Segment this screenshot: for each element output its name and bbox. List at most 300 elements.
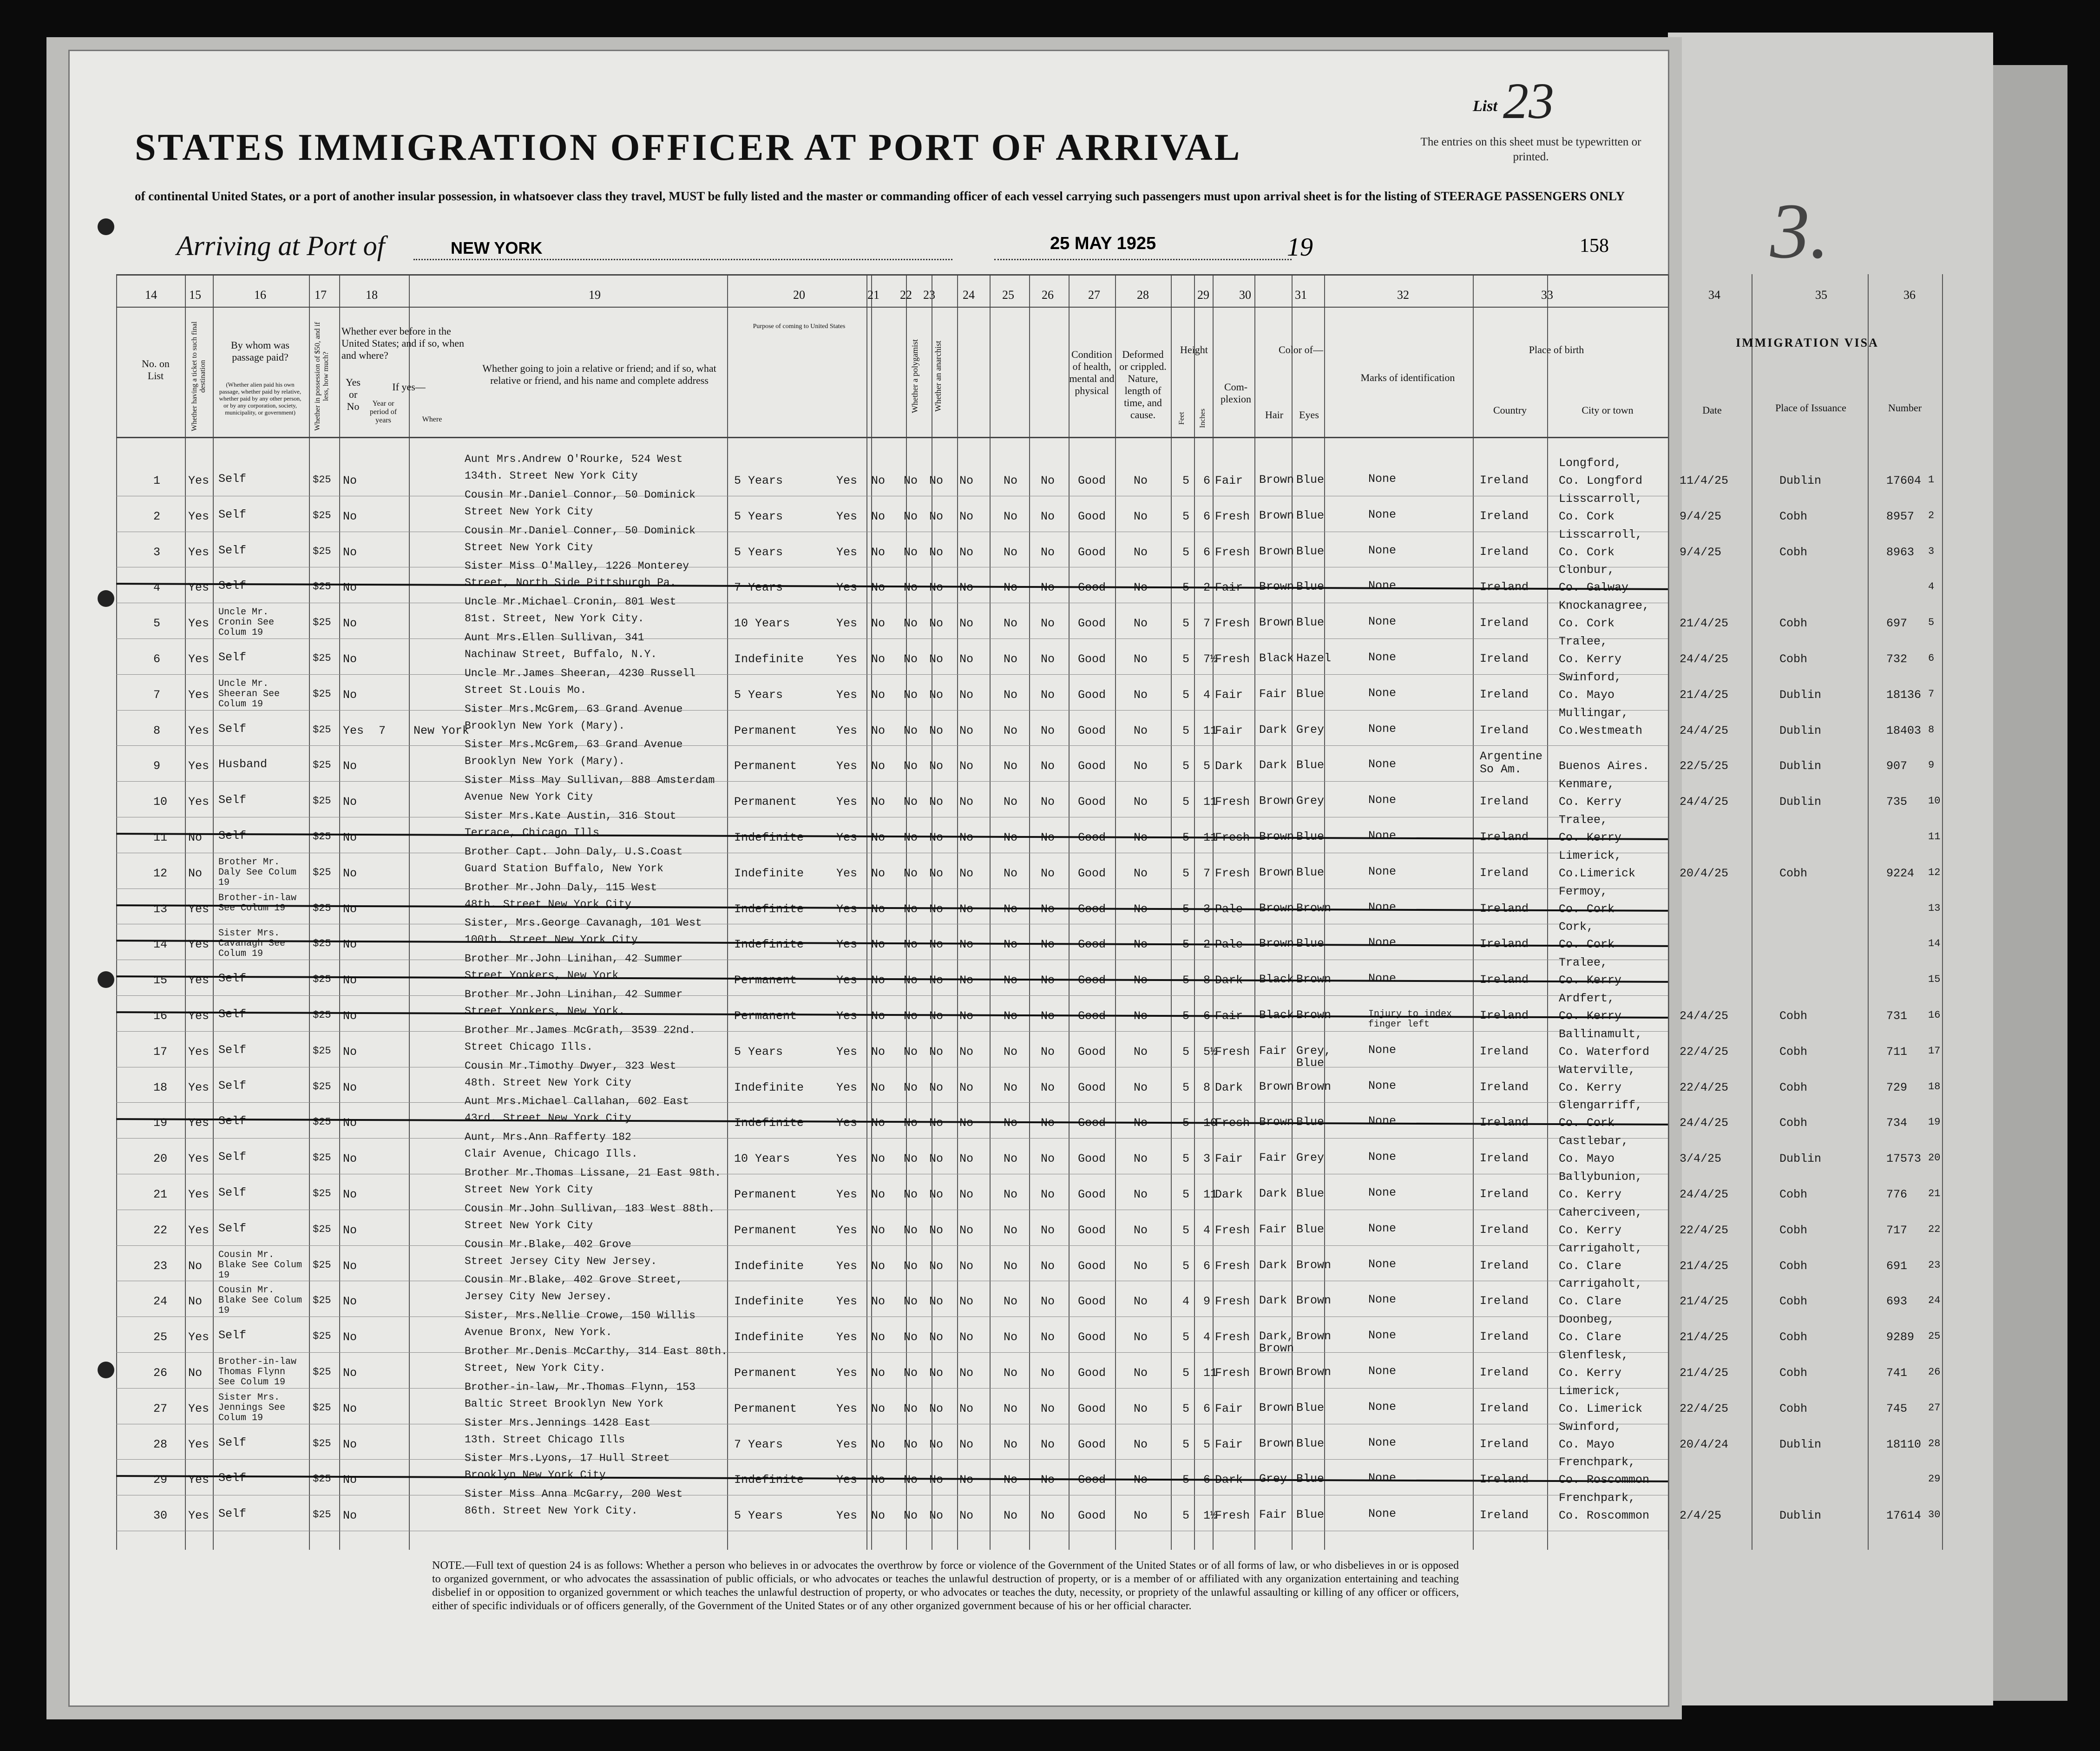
row-number: 30 (153, 1509, 168, 1523)
marks-cell: None (1368, 900, 1397, 914)
column-number: 16 (254, 288, 266, 302)
right-row-number: 17 (1928, 1045, 1941, 1057)
ticket-cell: Yes (188, 938, 210, 952)
marks-cell: None (1368, 1293, 1397, 1307)
money-cell: $25 (313, 474, 331, 486)
paid-by-cell: Sister Mrs. Cavanagh See Colum 19 (218, 928, 286, 960)
visa-date-cell: 21/4/25 (1680, 688, 1729, 702)
visa-number-cell: 8963 (1886, 545, 1915, 559)
country-cell: Ireland (1480, 545, 1529, 559)
column-rule (1668, 274, 1669, 1550)
paid-by-cell: Brother Mr. Daly See Colum 19 (218, 856, 297, 888)
column-number: 30 (1239, 288, 1251, 302)
marks-cell: None (1368, 543, 1397, 557)
q26-cell: No (1041, 974, 1055, 987)
condition-cell: Good (1078, 474, 1106, 487)
visa-date-cell: 22/4/25 (1680, 1402, 1729, 1415)
visa-date-cell: 9/4/25 (1680, 545, 1722, 559)
row-rule (116, 710, 1668, 711)
q26-cell: No (1041, 795, 1055, 809)
ticket-cell: Yes (188, 795, 210, 809)
q21-cell: No (871, 1473, 886, 1487)
complexion-cell: Fresh (1215, 1509, 1250, 1523)
q22-cell: No (904, 938, 918, 952)
marks-cell: None (1368, 1114, 1397, 1128)
inches-cell: 7½ (1203, 652, 1218, 666)
q21-cell: No (871, 938, 886, 952)
q24-cell: No (959, 652, 974, 666)
purpose-cell: Permanent (734, 724, 797, 737)
row-number: 1 (153, 474, 161, 487)
column-number: 36 (1903, 288, 1916, 302)
address-line: 48th. Street New York City (465, 1076, 631, 1089)
ticket-cell: Yes (188, 617, 210, 631)
visa-place-cell: Cobh (1779, 509, 1808, 523)
city-line: Co. Limerick (1559, 1402, 1643, 1415)
purpose-cell-2: Yes (836, 1509, 858, 1523)
right-row-number: 25 (1928, 1330, 1941, 1343)
ticket-cell: Yes (188, 1509, 210, 1523)
visa-place-cell: Cobh (1779, 1045, 1808, 1059)
address-line: Sister, Mrs.George Cavanagh, 101 West (465, 917, 702, 929)
country-cell: Ireland (1480, 509, 1529, 523)
marks-cell: None (1368, 507, 1397, 521)
country-cell: Ireland (1480, 1116, 1529, 1130)
row-rule (116, 1388, 1668, 1389)
deformed-cell: No (1134, 1437, 1148, 1451)
ticket-cell: Yes (188, 1188, 210, 1201)
paid-by-cell: Self (218, 579, 247, 593)
address-line: Sister Miss Anna McGarry, 200 West (465, 1488, 683, 1501)
city-line: Glenflesk, (1559, 1349, 1629, 1362)
address-line: Sister Mrs.Lyons, 17 Hull Street (465, 1452, 670, 1465)
visa-number-cell: 711 (1886, 1045, 1908, 1059)
q26-cell: No (1041, 474, 1055, 487)
visa-place-cell: Dublin (1779, 1509, 1822, 1523)
q23-cell: No (929, 474, 944, 487)
inches-cell: 11 (1203, 1188, 1218, 1201)
arrival-date: 25 MAY 1925 (1050, 234, 1156, 253)
eyes-cell: Brown (1296, 901, 1332, 915)
visa-number-cell: 741 (1886, 1366, 1908, 1380)
before-us-cell: No (343, 1080, 357, 1094)
q23-cell: No (929, 1295, 944, 1309)
q21-cell: No (871, 1509, 886, 1523)
country-cell: Ireland (1480, 902, 1529, 915)
row-rule (116, 1138, 1668, 1139)
header-visa-date: Date (1702, 404, 1722, 416)
purpose-cell: Permanent (734, 759, 797, 773)
column-rule (309, 274, 310, 1550)
q22-cell: No (904, 1473, 918, 1487)
q21-cell: No (871, 866, 886, 880)
city-line: Co. Mayo (1559, 1437, 1615, 1451)
column-number: 23 (923, 288, 935, 302)
inches-cell: 10 (1203, 1116, 1218, 1130)
eyes-cell: Brown (1296, 1080, 1332, 1093)
purpose-cell: Indefinite (734, 1330, 804, 1344)
where-cell: New York (413, 724, 470, 737)
right-row-number: 12 (1928, 866, 1941, 878)
deformed-cell: No (1134, 688, 1148, 702)
eyes-cell: Blue (1296, 580, 1325, 594)
header-feet: Feet (1178, 412, 1186, 425)
paid-by-cell: Brother-in-law See Colum 19 (218, 892, 297, 914)
country-cell: Ireland (1480, 1437, 1529, 1451)
marks-cell: None (1368, 579, 1397, 593)
q21-cell: No (871, 474, 886, 487)
deformed-cell: No (1134, 1080, 1148, 1094)
instructions: of continental United States, or a port of another insular possession, in whatsoever class they travel, MUST be fully listed and the master or commanding officer of each vessel carrying such passengers must upon arrival sheet is for the listing of STEERAGE PASSENGERS ONLY (135, 189, 1625, 203)
header-complexion: Com-plexion (1221, 381, 1251, 405)
address-line: 48th. Street New York City (465, 898, 631, 910)
marks-cell: None (1368, 1471, 1397, 1485)
purpose-cell: 5 Years (734, 688, 783, 702)
header-anarchist: Whether an anarchist (933, 341, 943, 412)
visa-place-cell: Dublin (1779, 1437, 1822, 1451)
header-country: Country (1493, 404, 1527, 416)
q21-cell: No (871, 1116, 886, 1130)
q26-cell: No (1041, 1152, 1055, 1166)
q22-cell: No (904, 1402, 918, 1415)
complexion-cell: Pale (1215, 938, 1243, 952)
inches-cell: 6 (1203, 1009, 1211, 1023)
ticket-cell: Yes (188, 1152, 210, 1166)
address-line: Sister Miss May Sullivan, 888 Amsterdam (465, 774, 715, 787)
country-cell: Ireland (1480, 1473, 1529, 1487)
column-rule (1868, 274, 1869, 1550)
ticket-cell: Yes (188, 1473, 210, 1487)
hair-cell: Brown (1259, 1365, 1294, 1379)
inches-cell: 6 (1203, 509, 1211, 523)
marks-cell: None (1368, 1507, 1397, 1521)
q25-cell: No (1004, 938, 1018, 952)
before-us-cell: No (343, 1509, 357, 1523)
money-cell: $25 (313, 1509, 331, 1521)
ticket-cell: Yes (188, 688, 210, 702)
purpose-cell-2: Yes (836, 938, 858, 952)
q24-cell: No (959, 795, 974, 809)
q26-cell: No (1041, 1116, 1055, 1130)
header-ticket: Whether having a ticket to such final destination (190, 321, 207, 432)
q25-cell: No (1004, 902, 1018, 916)
country-cell: Ireland (1480, 1152, 1529, 1165)
column-rule (1069, 274, 1070, 1550)
q25-cell: No (1004, 724, 1018, 737)
q23-cell: No (929, 652, 944, 666)
list-label: List (1473, 98, 1497, 115)
purpose-cell-2: Yes (836, 902, 858, 916)
visa-date-cell: 9/4/25 (1680, 509, 1722, 523)
address-line: Sister Mrs.Jennings 1428 East (465, 1416, 651, 1429)
q26-cell: No (1041, 1366, 1055, 1380)
row-number: 22 (153, 1223, 168, 1237)
purpose-cell: Indefinite (734, 831, 804, 844)
inches-cell: 5 (1203, 759, 1211, 773)
q22-cell: No (904, 831, 918, 844)
header-polygamist: Whether a polygamist (910, 339, 919, 414)
address-line: 43rd. Street New York City (465, 1112, 631, 1125)
complexion-cell: Fair (1215, 581, 1243, 595)
q24-cell: No (959, 1116, 974, 1130)
purpose-cell: Permanent (734, 1009, 797, 1023)
visa-date-cell: 20/4/25 (1680, 866, 1729, 880)
paid-by-cell: Self (218, 1329, 247, 1343)
deformed-cell: No (1134, 545, 1148, 559)
city-line: Longford, (1559, 456, 1622, 470)
feet-cell: 5 (1182, 1223, 1190, 1237)
right-row-number: 15 (1928, 974, 1941, 986)
before-us-cell: No (343, 1437, 357, 1451)
money-cell: $25 (313, 1473, 331, 1485)
q23-cell: No (929, 938, 944, 952)
paid-by-cell: Self (218, 829, 247, 843)
city-line: Buenos Aires. (1559, 759, 1650, 773)
q21-cell: No (871, 581, 886, 595)
q24-cell: No (959, 1402, 974, 1415)
marks-cell: None (1368, 757, 1397, 771)
header-yes-no: Yes or No (345, 376, 361, 412)
hair-cell: Fair (1259, 1151, 1287, 1165)
country-cell: Ireland (1480, 830, 1529, 844)
address-line: Cousin Mr.John Sullivan, 183 West 88th. (465, 1202, 715, 1215)
q23-cell: No (929, 1080, 944, 1094)
deformed-cell: No (1134, 902, 1148, 916)
column-number: 18 (366, 288, 378, 302)
header-paid-by: By whom was passage paid? (231, 339, 289, 363)
inches-cell: 6 (1203, 474, 1211, 487)
money-cell: $25 (313, 1295, 331, 1307)
header-deformed: Deformed or crippled. Nature, length of time, and cause. (1119, 349, 1167, 421)
city-line: Co. Waterford (1559, 1045, 1650, 1059)
city-line: Co. Cork (1559, 1116, 1615, 1130)
visa-date-cell: 22/4/25 (1680, 1045, 1729, 1059)
condition-cell: Good (1078, 1152, 1106, 1166)
header-purpose: Purpose of coming to United States (753, 323, 846, 330)
ticket-cell: Yes (188, 545, 210, 559)
eyes-cell: Blue (1296, 687, 1325, 701)
q25-cell: No (1004, 1509, 1018, 1523)
row-rule (116, 781, 1668, 782)
purpose-cell-2: Yes (836, 1080, 858, 1094)
before-us-cell: No (343, 1116, 357, 1130)
visa-number-cell: 17573 (1886, 1152, 1922, 1166)
q23-cell: No (929, 759, 944, 773)
inches-cell: 4 (1203, 688, 1211, 702)
address-line: Brother Mr.John Linihan, 42 Summer (465, 953, 683, 965)
paid-by-cell: Self (218, 543, 247, 557)
right-row-number: 4 (1928, 581, 1935, 593)
q23-cell: No (929, 1259, 944, 1273)
header-visa-place: Place of Issuance (1775, 402, 1846, 414)
deformed-cell: No (1134, 831, 1148, 844)
money-cell: $25 (313, 1188, 331, 1199)
q26-cell: No (1041, 1295, 1055, 1309)
visa-date-cell: 24/4/25 (1680, 724, 1729, 737)
row-rule (116, 995, 1668, 996)
q21-cell: No (871, 1295, 886, 1309)
port-of-arrival: NEW YORK (451, 238, 543, 257)
address-line: Brother Mr.John Linihan, 42 Summer (465, 988, 683, 1001)
q24-cell: No (959, 1330, 974, 1344)
ticket-cell: Yes (188, 652, 210, 666)
q25-cell: No (1004, 474, 1018, 487)
typed-note: The entries on this sheet must be typewritten or printed. (1420, 136, 1641, 163)
visa-place-cell: Cobh (1779, 866, 1808, 880)
condition-cell: Good (1078, 1116, 1106, 1130)
visa-place-cell: Dublin (1779, 474, 1822, 487)
before-us-cell: No (343, 1009, 357, 1023)
complexion-cell: Fresh (1215, 652, 1250, 666)
address-line: Avenue Bronx, New York. (465, 1326, 612, 1339)
address-line: Street New York City (465, 1219, 593, 1231)
paid-by-cell: Self (218, 472, 247, 486)
feet-cell: 5 (1182, 617, 1190, 631)
visa-number-cell: 731 (1886, 1009, 1908, 1023)
purpose-cell: 7 Years (734, 581, 783, 595)
column-number: 15 (189, 288, 201, 302)
q24-cell: No (959, 1152, 974, 1166)
eyes-cell: Blue (1296, 544, 1325, 558)
visa-place-cell: Cobh (1779, 1009, 1808, 1023)
city-line: Co. Kerry (1559, 1366, 1622, 1380)
column-number: 14 (145, 288, 157, 302)
q25-cell: No (1004, 1188, 1018, 1201)
right-row-number: 3 (1928, 545, 1935, 557)
column-number: 29 (1197, 288, 1209, 302)
hair-cell: Dark (1259, 1187, 1287, 1200)
right-row-number: 10 (1928, 795, 1941, 807)
column-number: 35 (1815, 288, 1827, 302)
address-line: Sister Miss O'Malley, 1226 Monterey (465, 560, 689, 573)
row-number: 9 (153, 759, 161, 773)
header-eyes: Eyes (1299, 409, 1319, 421)
address-line: Street New York City (465, 541, 593, 553)
row-number: 17 (153, 1045, 168, 1059)
visa-date-cell: 22/4/25 (1680, 1080, 1729, 1094)
right-row-number: 21 (1928, 1188, 1941, 1199)
deformed-cell: No (1134, 1009, 1148, 1023)
marks-cell: None (1368, 1364, 1397, 1378)
q24-cell: No (959, 474, 974, 487)
city-line: Frenchpark, (1559, 1455, 1636, 1469)
inches-cell: 5 (1203, 1437, 1211, 1451)
purpose-cell-2: Yes (836, 724, 858, 737)
q23-cell: No (929, 866, 944, 880)
purpose-cell: 5 Years (734, 1509, 783, 1523)
eyes-cell: Brown (1296, 1330, 1332, 1343)
q24-cell: No (959, 1045, 974, 1059)
row-rule (116, 674, 1668, 675)
column-number: 33 (1541, 288, 1553, 302)
hair-cell: Black (1259, 652, 1294, 665)
address-line: Uncle Mr.Michael Cronin, 801 West (465, 596, 676, 608)
deformed-cell: No (1134, 581, 1148, 595)
paid-by-cell: Self (218, 1507, 247, 1521)
right-row-number: 30 (1928, 1509, 1941, 1521)
inches-cell: 11 (1203, 795, 1218, 809)
hair-cell: Brown (1259, 865, 1294, 879)
visa-number-cell: 732 (1886, 652, 1908, 666)
money-cell: $25 (313, 759, 331, 771)
address-line: Street, North Side Pittsburgh Pa. (465, 577, 676, 589)
before-us-cell: No (343, 545, 357, 559)
city-line: Tralee, (1559, 956, 1608, 970)
paid-by-cell: Self (218, 1079, 247, 1093)
city-line: Co. Clare (1559, 1259, 1622, 1273)
hair-cell: Brown (1259, 1401, 1294, 1415)
row-rule (116, 1102, 1668, 1103)
condition-cell: Good (1078, 652, 1106, 666)
address-line: Street Yonkers, New York (465, 969, 619, 982)
marks-cell: None (1368, 651, 1397, 664)
right-row-number: 8 (1928, 724, 1935, 736)
right-row-number: 11 (1928, 831, 1941, 843)
deformed-cell: No (1134, 1152, 1148, 1166)
address-line: Street Yonkers, New York. (465, 1005, 625, 1017)
purpose-cell: 5 Years (734, 1045, 783, 1059)
deformed-cell: No (1134, 474, 1148, 487)
address-line: Street Jersey City New Jersey. (465, 1255, 657, 1267)
q26-cell: No (1041, 509, 1055, 523)
year-label: 19 (1287, 233, 1313, 262)
complexion-cell: Pale (1215, 902, 1243, 916)
condition-cell: Good (1078, 759, 1106, 773)
money-cell: $25 (313, 831, 331, 843)
right-row-number: 9 (1928, 759, 1935, 771)
condition-cell: Good (1078, 938, 1106, 952)
condition-cell: Good (1078, 831, 1106, 844)
q25-cell: No (1004, 1009, 1018, 1023)
complexion-cell: Dark (1215, 1473, 1243, 1487)
address-line: Jersey City New Jersey. (465, 1290, 612, 1303)
row-number: 25 (153, 1330, 168, 1344)
q21-cell: No (871, 974, 886, 987)
eyes-cell: Blue (1296, 758, 1325, 772)
paid-by-cell: Self (218, 1435, 247, 1449)
before-us-cell: No (343, 1366, 357, 1380)
complexion-cell: Fresh (1215, 509, 1250, 523)
hair-cell: Brown (1259, 508, 1294, 522)
inches-cell: 2 (1203, 581, 1211, 595)
q22-cell: No (904, 509, 918, 523)
q26-cell: No (1041, 1473, 1055, 1487)
column-number: 28 (1137, 288, 1149, 302)
header-where: Where (422, 415, 442, 423)
q23-cell: No (929, 1402, 944, 1415)
eyes-cell: Blue (1296, 1115, 1325, 1129)
feet-cell: 5 (1182, 974, 1190, 987)
condition-cell: Good (1078, 1009, 1106, 1023)
before-us-cell: No (343, 688, 357, 702)
deformed-cell: No (1134, 1295, 1148, 1309)
country-cell: Ireland (1480, 1009, 1529, 1022)
header-color-of: Color of— (1279, 344, 1323, 355)
purpose-cell: Indefinite (734, 1080, 804, 1094)
row-rule (116, 1352, 1668, 1353)
column-rule (1115, 274, 1116, 1550)
condition-cell: Good (1078, 1473, 1106, 1487)
marks-cell: None (1368, 472, 1397, 486)
q26-cell: No (1041, 581, 1055, 595)
complexion-cell: Dark (1215, 1080, 1243, 1094)
address-line: Street New York City (465, 1184, 593, 1196)
q21-cell: No (871, 724, 886, 737)
address-line: Street St.Louis Mo. (465, 684, 587, 696)
row-rule (116, 1031, 1668, 1032)
q22-cell: No (904, 759, 918, 773)
city-line: Ballinamult, (1559, 1027, 1643, 1041)
